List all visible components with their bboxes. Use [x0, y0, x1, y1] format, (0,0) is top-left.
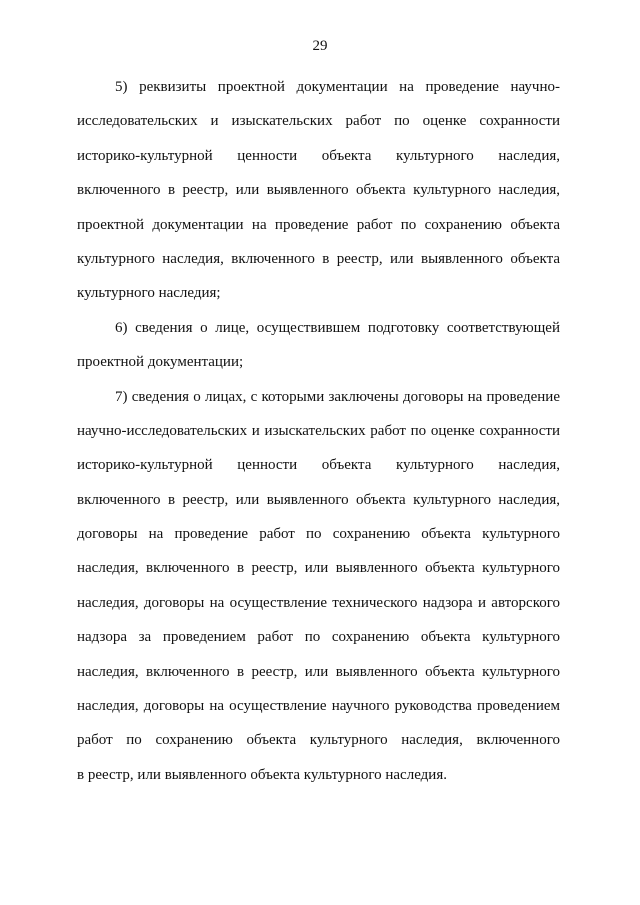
text-line: надзора за проведением работ по сохранению объекта культурного	[77, 629, 560, 646]
text-line: наследия, договоры на осуществление технического надзора и авторского	[77, 594, 560, 611]
text-line: наследия, договоры на осуществление научного руководства проведением	[77, 698, 560, 715]
text-line: культурного наследия, включенного в реестр, или выявленного объекта	[77, 250, 560, 267]
text-line: 5) реквизиты проектной документации на проведение научно-	[115, 79, 560, 95]
paragraph-item-7	[77, 380, 560, 793]
page-number: 29	[312, 38, 328, 54]
text-line: договоры на проведение работ по сохранению объекта культурного	[77, 526, 560, 543]
text-line: культурного наследия;	[77, 285, 221, 302]
document-body	[77, 70, 560, 792]
text-line: проектной документации на проведение работ по сохранению объекта	[77, 216, 560, 233]
text-line: наследия, включенного в реестр, или выявленного объекта культурного	[77, 663, 560, 680]
paragraph-item-5	[77, 70, 560, 311]
text-line: в реестр, или выявленного объекта культурного наследия.	[77, 766, 447, 783]
text-line: 7) сведения о лицах, с которыми заключены договоры на проведение	[115, 388, 560, 405]
text-line: исследовательских и изыскательских работ по оценке сохранности	[77, 113, 560, 130]
text-line: 6) сведения о лице, осуществившем подготовку соответствующей	[115, 319, 560, 336]
text-line: включенного в реестр, или выявленного объекта культурного наследия,	[77, 491, 560, 508]
text-line: историко-культурной ценности объекта культурного наследия,	[77, 147, 560, 164]
paragraph-item-6	[77, 311, 560, 380]
text-line: научно-исследовательских и изыскательских работ по оценке сохранности	[77, 422, 560, 439]
text-line: включенного в реестр, или выявленного объекта культурного наследия,	[77, 182, 560, 199]
text-line: проектной документации;	[77, 354, 244, 371]
text-line: историко-культурной ценности объекта культурного наследия,	[77, 457, 560, 474]
text-line: работ по сохранению объекта культурного наследия, включенного	[77, 732, 560, 749]
text-line: наследия, включенного в реестр, или выявленного объекта культурного	[77, 560, 560, 577]
